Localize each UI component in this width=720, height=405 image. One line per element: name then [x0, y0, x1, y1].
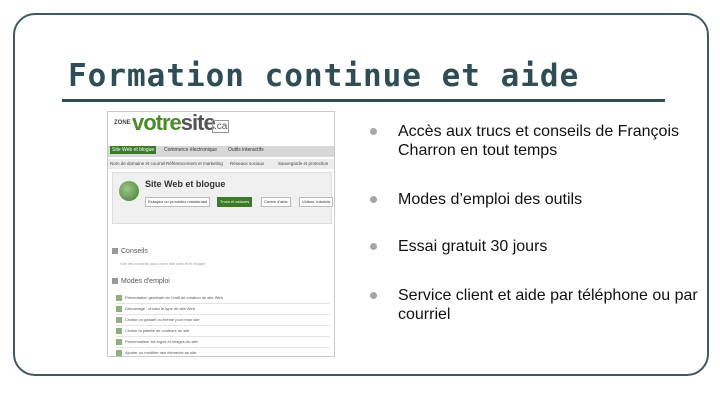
- bullet-text: Service client et aide par téléphone ou par courriel: [398, 287, 698, 323]
- list-item[interactable]: Choisir un gabarit ou thème pour mon site: [116, 315, 330, 326]
- list-item[interactable]: Ajouter ou modifier des éléments au site: [116, 348, 330, 357]
- thumbnail-icon: [116, 306, 122, 312]
- sub-nav: [108, 159, 334, 169]
- conseils-link[interactable]: Voir les conseils pour votre site web et le blogue: [120, 261, 206, 266]
- list-item[interactable]: Choisir la palette de couleurs du site: [116, 326, 330, 337]
- subnav-item-domaine[interactable]: Nom de domaine et courriel: [110, 161, 166, 166]
- site-header: [108, 112, 334, 144]
- thumbnail-icon: [116, 328, 122, 334]
- list-item[interactable]: Personnaliser les logos et images du site: [116, 337, 330, 348]
- list-item[interactable]: Présentation générale de l'outil de création de site Web: [116, 293, 330, 304]
- bullet-dot-icon: [370, 196, 377, 203]
- thumbnail-icon: [116, 339, 122, 345]
- website-screenshot: [107, 111, 335, 357]
- list-item[interactable]: Démarrage : choisir le type de site Web: [116, 304, 330, 315]
- bullet-text: Essai gratuit 30 jours: [398, 238, 548, 255]
- panel-tab-aide[interactable]: Centre d'aide: [261, 197, 291, 207]
- bullet-dot-icon: [370, 128, 377, 135]
- logo-site-text: site: [180, 111, 215, 135]
- panel-title: Site Web et blogue: [145, 179, 226, 189]
- subnav-item-reseaux[interactable]: Réseaux sociaux: [230, 161, 265, 166]
- panel-tab-essayez[interactable]: Essayez ou procédez maintenant: [145, 197, 210, 207]
- title-underline: [62, 99, 665, 102]
- logo-ca-text: .ca: [214, 121, 228, 132]
- nav-item-outils[interactable]: Outils interactifs: [228, 147, 264, 153]
- thumbnail-icon: [116, 295, 122, 301]
- site-logo: [132, 111, 215, 136]
- panel-tab-videos[interactable]: Vidéos, tutoriels: [299, 197, 333, 207]
- bullet-dot-icon: [370, 292, 377, 299]
- bullet-text: Modes d’emploi des outils: [398, 191, 583, 208]
- panel-tab-trucs[interactable]: Trucs et astuces: [217, 197, 252, 207]
- subnav-item-referencement[interactable]: Référencement et marketing: [166, 161, 223, 166]
- book-icon: [112, 278, 118, 284]
- site-web-panel: [112, 172, 332, 224]
- bullet-dot-icon: [370, 243, 377, 250]
- lightbulb-icon: [112, 248, 118, 254]
- modes-heading: Modes d'emploi: [112, 278, 330, 288]
- slide-title: Formation continue et aide: [68, 58, 580, 94]
- logo-votre-text: votre: [132, 111, 181, 135]
- modes-list: [116, 293, 330, 357]
- nav-item-commerce[interactable]: Commerce électronique: [164, 147, 218, 153]
- bullet-text: Accès aux trucs et conseils de François Charron en tout temps: [398, 123, 680, 159]
- conseils-heading: Conseils: [112, 248, 330, 258]
- logo-zone-text: ZONE: [114, 120, 131, 126]
- thumbnail-icon: [116, 317, 122, 323]
- nav-item-site-web[interactable]: Site Web et blogue: [112, 147, 155, 153]
- main-nav: [108, 146, 334, 157]
- subnav-item-sauvegarde[interactable]: Sauvegarde et protection: [278, 161, 329, 166]
- thumbnail-icon: [116, 350, 122, 356]
- globe-icon: [119, 181, 139, 201]
